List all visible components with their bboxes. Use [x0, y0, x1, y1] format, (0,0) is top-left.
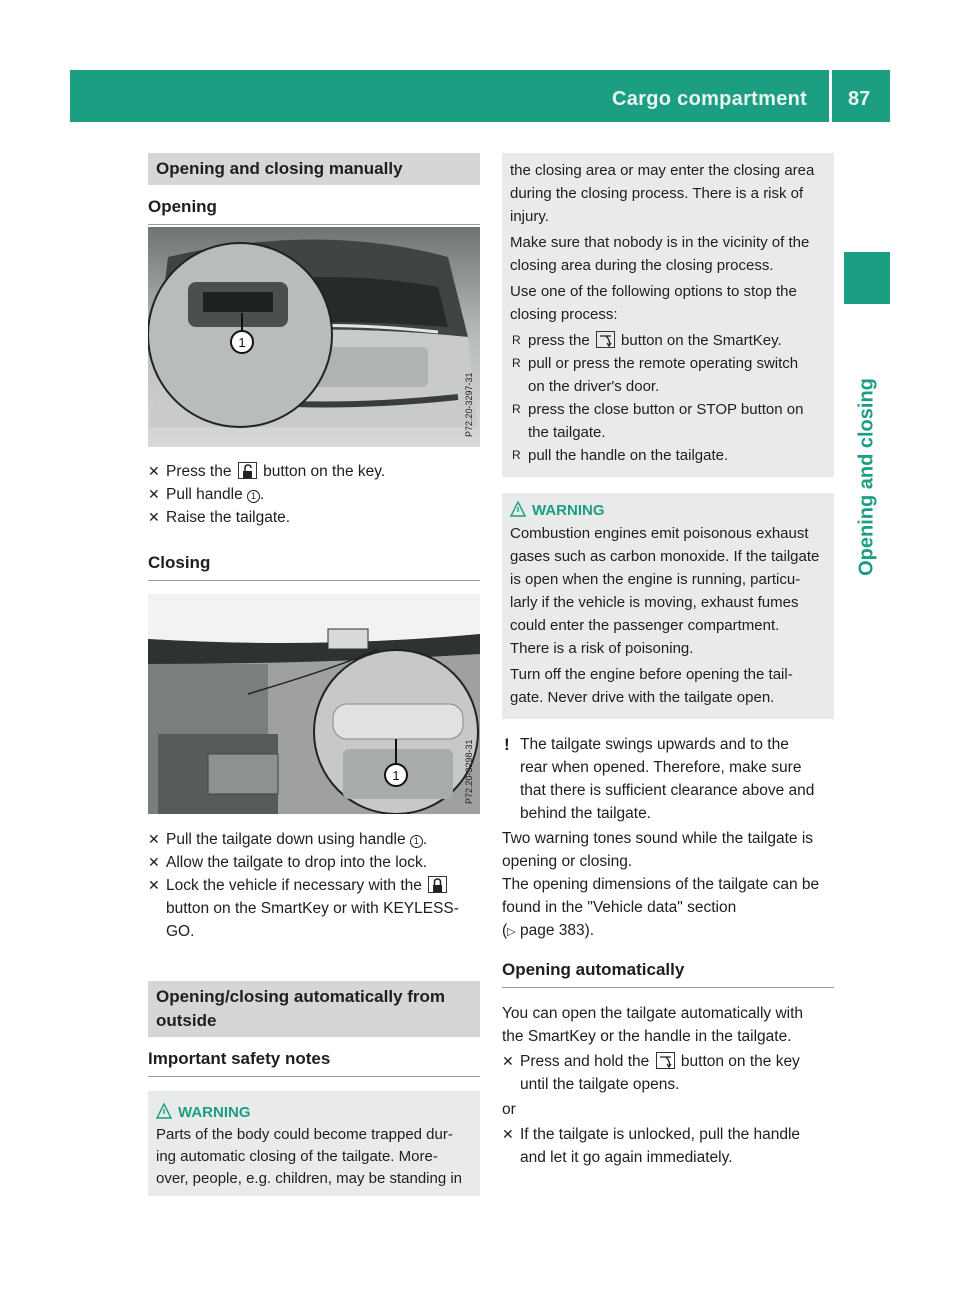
side-tab-marker — [844, 252, 890, 304]
callout-1: 1 — [238, 335, 246, 350]
left-column — [148, 153, 480, 225]
page-reference-link[interactable]: page 383). — [519, 922, 595, 939]
opening-steps — [148, 460, 480, 581]
image-code-2: P72.20-3298-31 — [464, 739, 474, 804]
image-code-1: P72.20-3297-31 — [464, 372, 474, 437]
warning-title-2: WARNING — [510, 499, 826, 522]
or-label: or — [502, 1101, 516, 1118]
opening-step-1: ✕ Press the button on the key. — [148, 463, 386, 480]
warning-box-1 — [148, 1091, 480, 1196]
right-column — [502, 153, 834, 1169]
closing-step-1: ✕ Pull the tailgate down using handle 1 . — [148, 831, 428, 848]
side-tab-label: Opening and closing — [855, 378, 878, 576]
side-tab — [845, 312, 889, 642]
warning-box-2: WARNING Combustion engines emit poisonous exhaust gases such as carbon monoxide. If the tailgate is open when the engine is running, particu- larly if the vehicle is moving, exhaust fumes could enter the passenger compartment. There is a risk of poisoning. Turn off the engine before opening the tail- gate. Never drive with the tailgate open. — [502, 493, 834, 719]
callout-ref-1b: 1 — [410, 835, 423, 848]
paragraph-warning-tones: Two warning tones sound while the tailgate is opening or closing. — [502, 830, 814, 870]
callout-ref-1: 1 — [247, 490, 260, 503]
warning-text-1: Parts of the body could become trapped dur- ing automatic closing of the tailgate. More- over, people, e.g. children, may be standing in — [156, 1126, 463, 1187]
closing-step-3: ✕ Lock the vehicle if necessary with the button on the SmartKey or with KEYLESS- GO. — [148, 877, 459, 940]
note-paragraph: ! The tailgate swings upwards and to the rear when opened. Therefore, make sure that there is sufficient clearance above and behind the tailgate. — [504, 735, 815, 822]
page-number: 87 — [848, 88, 871, 110]
safety-heading: Important safety notes — [148, 1047, 480, 1077]
lock-icon — [428, 876, 447, 893]
opening-heading: Opening — [148, 195, 480, 225]
opening-step-3: ✕ Raise the tailgate. — [148, 509, 291, 526]
stop-option-3: R press the close button or STOP button on the tailgate. — [512, 401, 804, 441]
header-separator — [829, 70, 832, 122]
tailgate-closing-illustration — [148, 594, 480, 814]
opening-step-2: ✕ Pull handle 1 . — [148, 486, 265, 503]
chapter-title: Cargo compartment — [612, 88, 808, 110]
warning-title-1: WARNING — [156, 1101, 472, 1124]
section-heading-manual: Opening and closing manually — [148, 153, 480, 185]
warning-triangle-icon — [156, 1103, 172, 1119]
closing-steps — [148, 828, 480, 1196]
closing-heading: Closing — [148, 551, 480, 581]
tailgate-icon — [596, 331, 615, 348]
automatic-step-1: ✕ Press and hold the button on the key until the tailgate opens. — [502, 1053, 800, 1093]
automatic-step-2: ✕ If the tailgate is unlocked, pull the handle and let it go again immediately. — [502, 1126, 801, 1166]
callout-1b: 1 — [392, 768, 400, 783]
tailgate-opening-illustration — [148, 227, 480, 447]
automatic-opening-intro: You can open the tailgate automatically with the SmartKey or the handle in the tailgate. — [502, 1005, 804, 1045]
paragraph-dimensions: The opening dimensions of the tailgate can be found in the "Vehicle data" section (▷ page 383). — [502, 876, 820, 939]
note-icon: ! — [504, 735, 510, 754]
warning-box-1-continued: the closing area or may enter the closing area during the closing process. There is a risk of injury. Make sure that nobody is in the vicinity of the closing area during the closing process. Use one of the following options to stop the closing process: R press the button on the SmartKey. R pull or press the remote operating switch on the driver's door. R press the close button or STOP button on the tailgate. R pull the handle on the tailgate. — [502, 153, 834, 477]
unlock-icon — [238, 462, 257, 479]
stop-option-2: R pull or press the remote operating switch on the driver's door. — [512, 355, 799, 395]
closing-step-2: ✕ Allow the tailgate to drop into the lock. — [148, 854, 428, 871]
tailgate-icon — [656, 1052, 675, 1069]
stop-option-4: R pull the handle on the tailgate. — [512, 447, 729, 464]
stop-option-1: R press the button on the SmartKey. — [512, 332, 782, 349]
section-heading-automatic: Opening/closing automatically from outside — [148, 981, 480, 1037]
warning-triangle-icon — [510, 501, 526, 517]
automatic-opening-heading: Opening automatically — [502, 958, 834, 988]
